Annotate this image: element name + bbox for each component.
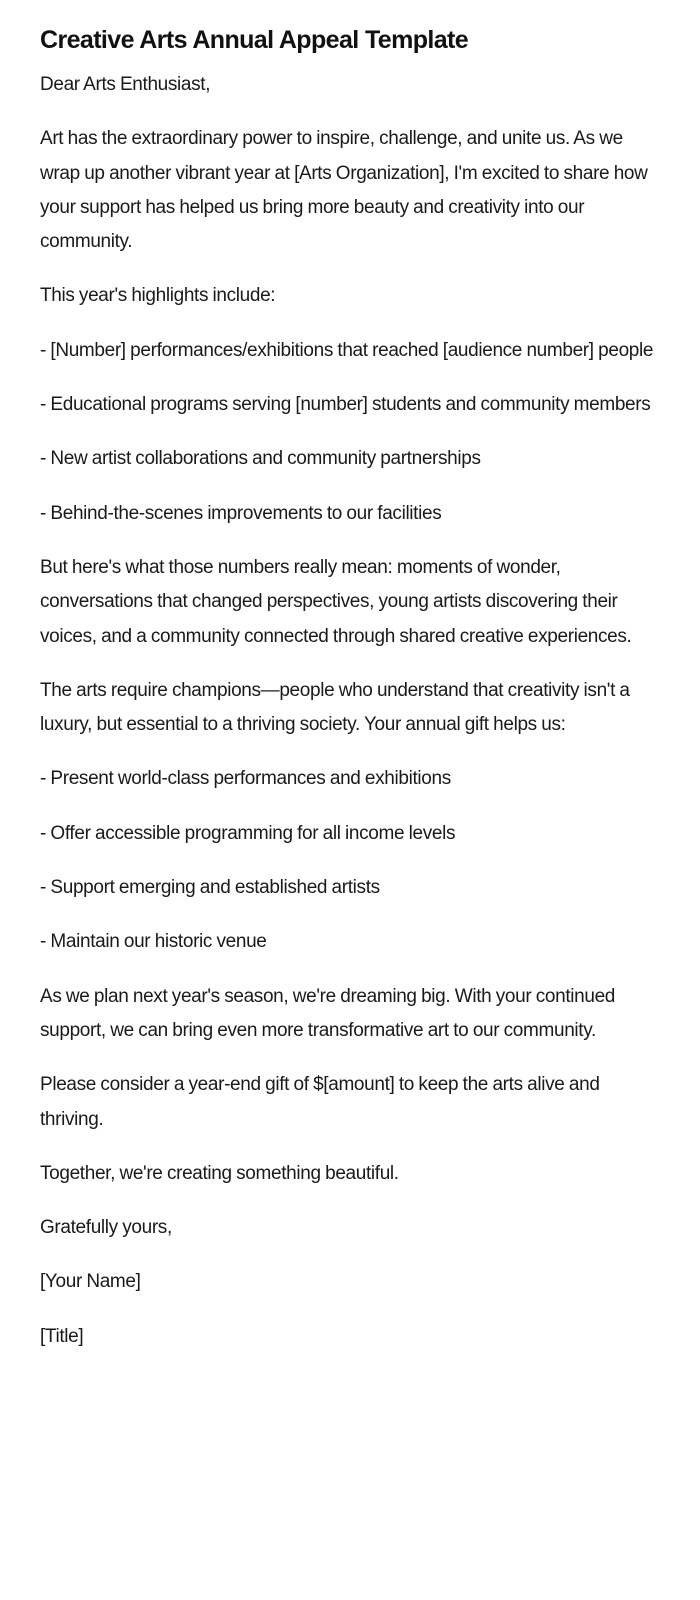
next-season-paragraph: As we plan next year's season, we're dreaming big. With your continued support, we can bring even more transformative art to our community. <box>40 985 616 1041</box>
meaning-paragraph: But here's what those numbers really mean: moments of wonder, conversations that changed perspectives, young artists discovering their voices, and a community connected through shared creative experiences. <box>40 556 632 647</box>
highlight-item: - Educational programs serving [number] students and community members <box>40 394 651 416</box>
highlights-heading: This year's highlights include: <box>40 285 276 307</box>
highlight-item: - [Number] performances/exhibitions that reached [audience number] people <box>40 339 654 361</box>
gift-use-item: - Support emerging and established artists <box>40 877 380 899</box>
document-title: Creative Arts Annual Appeal Template <box>40 26 469 54</box>
gift-use-item: - Present world-class performances and exhibitions <box>40 768 451 790</box>
highlight-item: - Behind-the-scenes improvements to our facilities <box>40 502 442 524</box>
signature-title: [Title] <box>40 1325 84 1347</box>
highlight-item: - New artist collaborations and community partnerships <box>40 448 481 470</box>
gift-use-item: - Offer accessible programming for all income levels <box>40 822 456 844</box>
champions-paragraph: The arts require champions—people who understand that creativity isn't a luxury, but essential to a thriving society. Your annual gift helps us: <box>40 679 630 736</box>
sign-off: Gratefully yours, <box>40 1217 172 1239</box>
intro-paragraph: Art has the extraordinary power to inspire, challenge, and unite us. As we wrap up another vibrant year at [Arts Organization], I'm excited to share how your support has helped us bring more beauty and creativity into our community. <box>40 128 648 253</box>
closing-line: Together, we're creating something beautiful. <box>40 1162 399 1184</box>
gift-use-item: - Maintain our historic venue <box>40 931 267 953</box>
donation-ask-paragraph: Please consider a year-end gift of $[amount] to keep the arts alive and thriving. <box>40 1074 600 1130</box>
signature-name: [Your Name] <box>40 1271 141 1293</box>
salutation: Dear Arts Enthusiast, <box>40 74 211 95</box>
